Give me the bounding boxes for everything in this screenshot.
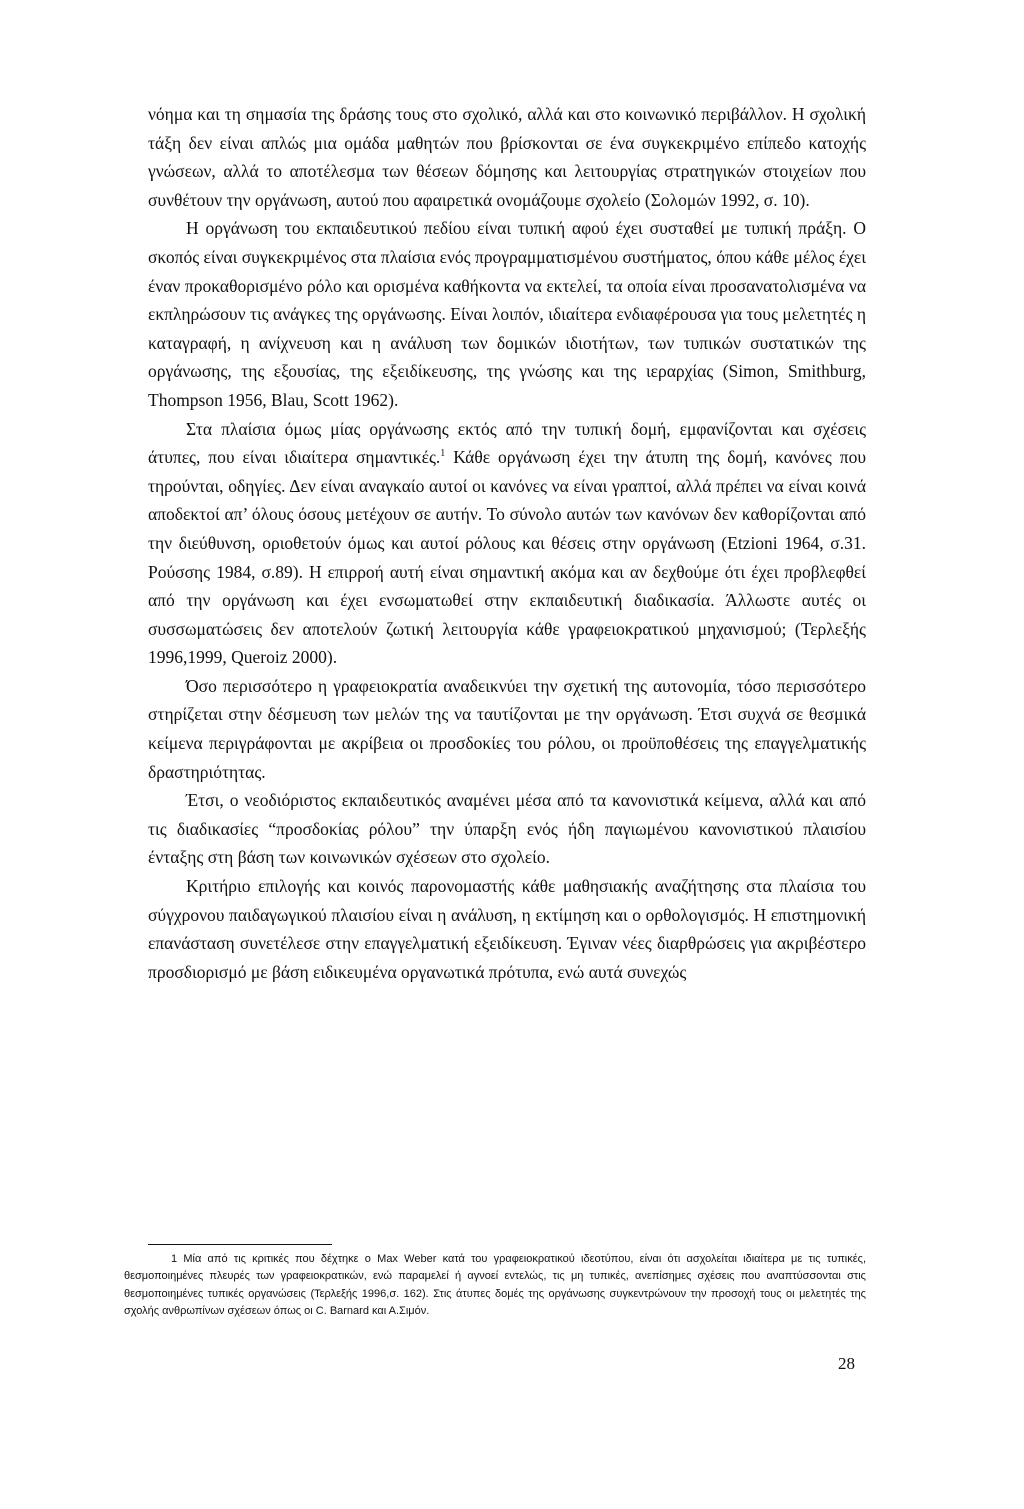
paragraph-6: Κριτήριο επιλογής και κοινός παρονομαστής κάθε μαθησιακής αναζήτησης στα πλαίσια του σύγχρονου παιδαγωγικού πλαισίου είναι η ανάλυση, η εκτίμηση και ο ορθολογισμός. Η επιστημονική επανάσταση συνετέλεσε στην επαγγελματική εξειδίκευση. Έγιναν νέες διαρθρώσεις για ακριβέστερο προσδιορισμό με βάση ειδικευμένα οργανωτικά πρότυπα, ενώ αυτά συνεχώς: [148, 876, 866, 982]
paragraph-5: Έτσι, ο νεοδιόριστος εκπαιδευτικός αναμένει μέσα από τα κανονιστικά κείμενα, αλλά και από τις διαδικασίες “προσδοκίας ρόλου” την ύπαρξη ενός ήδη παγιωμένου κανονιστικού πλαισίου ένταξης στη βάση των κοινωνικών σχέσεων στο σχολείο.: [148, 790, 866, 868]
paragraph-4: Όσο περισσότερο η γραφειοκρατία αναδεικνύει την σχετική της αυτονομία, τόσο περισσότερο στηρίζεται στην δέσμευση των μελών της να ταυτίζονται με την οργάνωση. Έτσι συχνά σε θεσμικά κείμενα περιγράφονται με ακρίβεια οι προσδοκίες του ρόλου, οι προϋποθέσεις της επαγγελματικής δραστηριότητας.: [148, 675, 866, 782]
body-text: [148, 100, 866, 986]
footnote-text: 1 Μία από τις κριτικές που δέχτηκε ο Max Weber κατά του γραφειοκρατικού ιδεοτύπου, είναι ότι ασχολείται ιδιαίτερα με τις τυπικές, θεσμοποιημένες πλευρές των γραφειοκρατικών, ενώ παραμελεί ή αγνοεί εντελώς, τις μη τυπικές, ανεπίσημες σχέσεις που αναπτύσσονται στις θεσμοποιημένες τυπικές οργανώσεις (Τερλεξής 1996,σ. 162). Στις άτυπες δομές της οργάνωσης συγκεντρώνουν την προσοχή τους οι μελετητές της σχολής ανθρωπίνων σχέσεων όπως οι C. Barnard και Α.Σιμόν.: [124, 1253, 866, 1317]
paragraph-3-start: Στα πλαίσια όμως μίας οργάνωσης εκτός από την τυπική δομή, εμφανίζονται και σχέσεις άτυπες, που είναι ιδιαίτερα σημαντικές.: [148, 418, 866, 468]
paragraph-3-end: Κάθε οργάνωση έχει την άτυπη της δομή, κανόνες που τηρούνται, οδηγίες. Δεν είναι αναγκαίο αυτοί οι κανόνες να είναι γραπτοί, αλλά πρέπει να είναι κοινά αποδεκτοί απ’ όλους όσους μετέχουν σε αυτήν. Το σύνολο αυτών των κανόνων δεν καθορίζονται από την διεύθυνση, οριοθετούν όμως και αυτοί ρόλους και θέσεις στην οργάνωση (Etzioni 1964, σ.31. Ρούσσης 1984, σ.89). Η επιρροή αυτή είναι σημαντική ακόμα και αν δεχθούμε ότι έχει προβλεφθεί από την οργάνωση και έχει ενσωματωθεί στην εκπαιδευτική διαδικασία. Άλλωστε αυτές οι συσσωματώσεις δεν αποτελούν ζωτική λειτουργία κάθε γραφειοκρατικού μηχανισμού; (Τερλεξής 1996,1999, Queroiz 2000).: [148, 447, 866, 668]
paragraph-3: [148, 415, 866, 672]
page-number: 28: [838, 1354, 855, 1373]
footnote: [124, 1251, 866, 1320]
paragraph-1: νόημα και τη σημασία της δράσης τους στο σχολικό, αλλά και στο κοινωνικό περιβάλλον. Η σχολική τάξη δεν είναι απλώς μια ομάδα μαθητών που βρίσκονται σε ένα συγκεκριμένο επίπεδο κατοχής γνώσεων, αλλά το αποτέλεσμα των θέσεων δόμησης και λειτουργίας στρατηγικών στοιχείων που συνθέτουν την οργάνωση, αυτού που αφαιρετικά ονομάζουμε σχολείο (Σολομών 1992, σ. 10).: [148, 104, 866, 210]
footnote-separator: [148, 1244, 332, 1245]
paragraph-2: Η οργάνωση του εκπαιδευτικού πεδίου είναι τυπική αφού έχει συσταθεί με τυπική πράξη. Ο σκοπός είναι συγκεκριμένος στα πλαίσια ενός προγραμματισμένου συστήματος, όπου κάθε μέλος έχει έναν προκαθορισμένο ρόλο και ορισμένα καθήκοντα να εκτελεί, τα οποία είναι προσανατολισμένα να εκπληρώσουν τις ανάγκες της οργάνωσης. Είναι λοιπόν, ιδιαίτερα ενδιαφέρουσα για τους μελετητές η καταγραφή, η ανίχνευση και η ανάλυση των δομικών ιδιοτήτων, των τυπικών συστατικών της οργάνωσης, της εξουσίας, της εξειδίκευσης, της γνώσης και της ιεραρχίας (Simon, Smithburg, Thompson 1956, Blau, Scott 1962).: [148, 218, 866, 410]
footnote-marker: 1: [440, 448, 446, 460]
